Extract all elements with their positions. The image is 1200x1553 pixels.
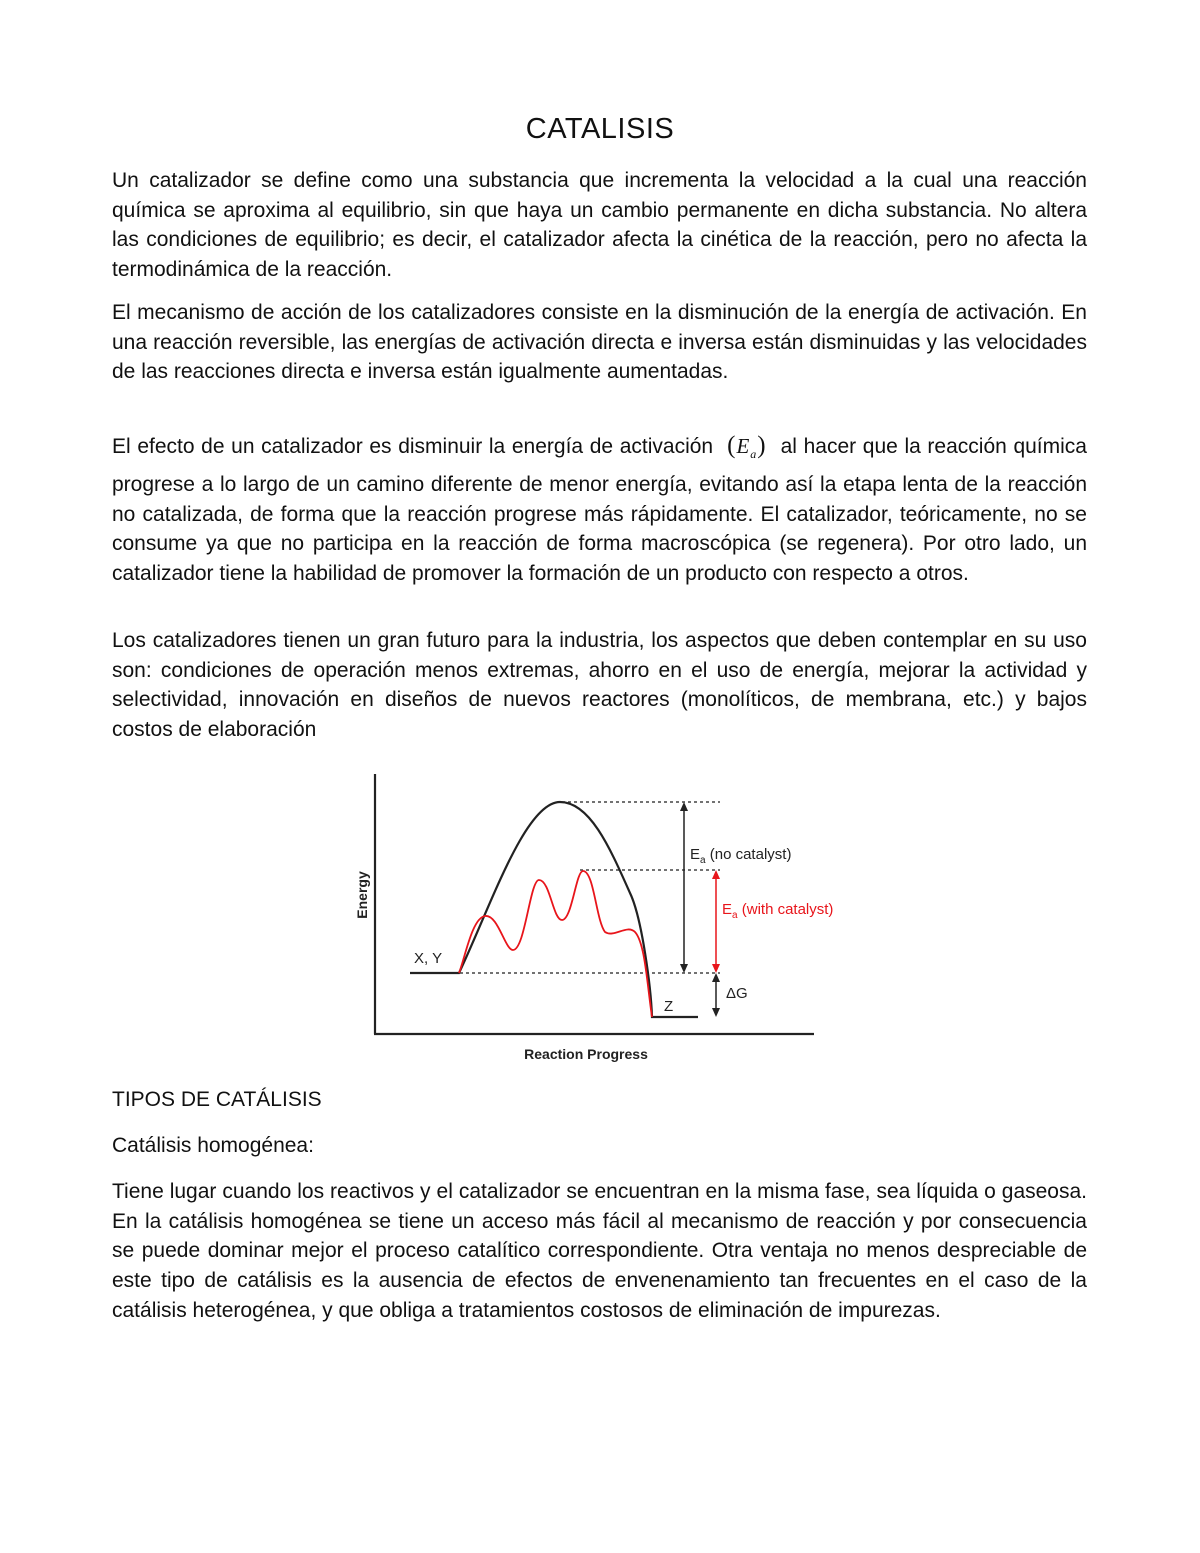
ea-with-catalyst-label: $E_a$ (with catalyst) (722, 901, 834, 921)
y-axis-label: Energy (354, 871, 370, 919)
ea-with-catalyst-arrow (712, 870, 720, 973)
paragraph-effect-after: al hacer que la reacción química progrese a lo largo de un camino diferente de menor energía, evitando así la etapa lenta de la reacción no catalizada, de forma que la reacción progrese más rápidamente. El catalizador, teóricamente, no se consume ya que no participa en la reacción de forma macroscópica (se regenera). Por otro lado, un catalizador tiene la habilidad de promover la formación de un producto con respecto a otros. (112, 435, 1087, 585)
ea-no-catalyst-label: $E_a$ (no catalyst) (690, 846, 792, 866)
paragraph-effect (112, 431, 1087, 589)
section-heading: TIPOS DE CATÁLISIS (112, 1088, 322, 1111)
paragraph-effect-before: El efecto de un catalizador es disminuir la energía de activación (112, 435, 714, 458)
product-label: Z (664, 998, 674, 1015)
energy-profile-diagram (340, 768, 870, 1068)
x-axis-label: Reaction Progress (524, 1046, 648, 1062)
paragraph-definition: Un catalizador se define como una substancia que incrementa la velocidad a la cual una reacción química se aproxima al equilibrio, sin que haya un cambio permanente en dicha substancia. No altera las condiciones de equilibrio; es decir, el catalizador afecta la cinética de la reacción, pero no afecta la termodinámica de la reacción. (112, 169, 1087, 282)
catalyzed-curve (459, 871, 652, 1017)
delta-g-label: ΔG (726, 985, 748, 1002)
document-title: CATALISIS (525, 113, 675, 145)
subsection-heading: Catálisis homogénea: (112, 1134, 314, 1157)
ea-no-catalyst-arrow (680, 802, 688, 973)
activation-energy-symbol: $(E_a)$ (727, 432, 767, 462)
paragraph-mechanism: El mecanismo de acción de los catalizadores consiste en la disminución de la energía de activación. En una reacción reversible, las energías de activación directa e inversa están disminuidas y las velocidades de las reacciones directa e inversa están igualmente aumentadas. (112, 301, 1087, 384)
delta-g-arrow (712, 973, 720, 1017)
paragraph-homogeneous: Tiene lugar cuando los reactivos y el catalizador se encuentran en la misma fase, sea líquida o gaseosa. En la catálisis homogénea se tiene un acceso más fácil al mecanismo de reacción y por consecuencia se puede dominar mejor el proceso catalítico correspondiente. Otra ventaja no menos despreciable de este tipo de catálisis es la ausencia de efectos de envenenamiento tan frecuentes en el caso de la catálisis heterogénea, y que obliga a tratamientos costosos de eliminación de impurezas. (112, 1180, 1087, 1322)
paragraph-industry: Los catalizadores tienen un gran futuro para la industria, los aspectos que deben contemplar en su uso son: condiciones de operación menos extremas, ahorro en el uso de energía, mejorar la actividad y selectividad, innovación en diseños de nuevos reactores (monolíticos, de membrana, etc.) y bajos costos de elaboración (112, 629, 1087, 742)
reactants-label: X, Y (414, 950, 443, 967)
